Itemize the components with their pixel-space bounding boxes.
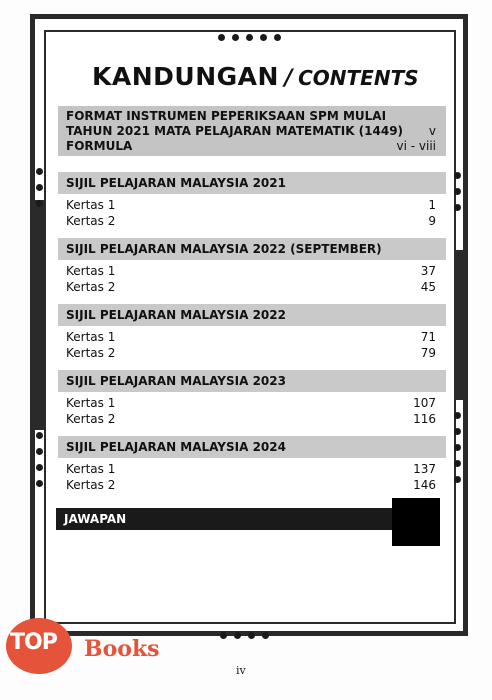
intro-line3: FORMULA xyxy=(66,139,133,153)
frame-dot xyxy=(246,34,253,41)
toc-entry xyxy=(66,214,436,228)
frame-dot xyxy=(232,34,239,41)
left-band xyxy=(30,200,44,430)
title-sub: CONTENTS xyxy=(298,66,419,90)
frame-dot xyxy=(36,168,43,175)
section-heading: SIJIL PELAJARAN MALAYSIA 2023 xyxy=(58,370,446,392)
entry-label: Kertas 2 xyxy=(66,214,116,228)
frame-dot xyxy=(454,188,461,195)
toc-entry xyxy=(66,346,436,360)
toc-entry xyxy=(66,330,436,344)
toc-entry xyxy=(66,264,436,278)
section-heading: SIJIL PELAJARAN MALAYSIA 2021 xyxy=(58,172,446,194)
logo-books-text: Books xyxy=(84,636,160,662)
frame-dot xyxy=(454,460,461,467)
entry-page: 79 xyxy=(420,346,436,360)
frame-dot xyxy=(234,632,241,639)
toc-entry xyxy=(66,412,436,426)
entry-label: Kertas 2 xyxy=(66,478,116,492)
entry-label: Kertas 1 xyxy=(66,198,116,212)
entry-label: Kertas 1 xyxy=(66,264,116,278)
entry-page: 37 xyxy=(420,264,436,278)
frame-dot xyxy=(36,432,43,439)
entry-label: Kertas 1 xyxy=(66,462,116,476)
answers-bar: JAWAPAN xyxy=(56,508,418,530)
entry-label: Kertas 2 xyxy=(66,412,116,426)
frame-dot xyxy=(454,428,461,435)
logo-top-text: TOP xyxy=(10,630,57,655)
intro-line2: TAHUN 2021 MATA PELAJARAN MATEMATIK (1449) xyxy=(66,124,404,138)
frame-dot xyxy=(260,34,267,41)
frame-dot xyxy=(220,632,227,639)
frame-dot xyxy=(36,184,43,191)
frame-dot xyxy=(36,200,43,207)
right-band xyxy=(454,250,468,400)
section-heading: SIJIL PELAJARAN MALAYSIA 2024 xyxy=(58,436,446,458)
toc-entry xyxy=(66,478,436,492)
topbooks-logo xyxy=(0,616,200,676)
frame-dot xyxy=(262,632,269,639)
section-heading: SIJIL PELAJARAN MALAYSIA 2022 xyxy=(58,304,446,326)
toc-entry xyxy=(66,396,436,410)
frame-dot xyxy=(454,204,461,211)
frame-dot xyxy=(454,476,461,483)
entry-page: 107 xyxy=(413,396,436,410)
answers-block xyxy=(392,498,440,546)
entry-page: 137 xyxy=(413,462,436,476)
entry-page: 9 xyxy=(428,214,436,228)
entry-page: 1 xyxy=(428,198,436,212)
section-heading: SIJIL PELAJARAN MALAYSIA 2022 (SEPTEMBER) xyxy=(58,238,446,260)
toc-entry xyxy=(66,462,436,476)
entry-label: Kertas 1 xyxy=(66,396,116,410)
entry-page: 71 xyxy=(420,330,436,344)
toc-entry xyxy=(66,198,436,212)
frame-dot xyxy=(218,34,225,41)
page-title xyxy=(92,62,422,91)
intro-line1: FORMAT INSTRUMEN PEPERIKSAAN SPM MULAI xyxy=(66,109,387,123)
toc-entry xyxy=(66,280,436,294)
entry-page: 146 xyxy=(413,478,436,492)
frame-dot xyxy=(36,480,43,487)
frame-dot xyxy=(454,444,461,451)
frame-dot xyxy=(454,412,461,419)
entry-page: 116 xyxy=(413,412,436,426)
intro-line3-page: vi - viii xyxy=(396,139,436,153)
entry-page: 45 xyxy=(420,280,436,294)
intro-bar xyxy=(58,106,446,156)
title-main: KANDUNGAN xyxy=(92,62,279,91)
page-number: iv xyxy=(236,664,246,677)
entry-label: Kertas 1 xyxy=(66,330,116,344)
entry-label: Kertas 2 xyxy=(66,280,116,294)
title-slash: / xyxy=(284,66,293,91)
frame-dot xyxy=(454,172,461,179)
frame-dot xyxy=(274,34,281,41)
intro-line2-page: v xyxy=(428,124,436,138)
entry-label: Kertas 2 xyxy=(66,346,116,360)
frame-dot xyxy=(36,448,43,455)
frame-dot xyxy=(36,464,43,471)
frame-dot xyxy=(248,632,255,639)
